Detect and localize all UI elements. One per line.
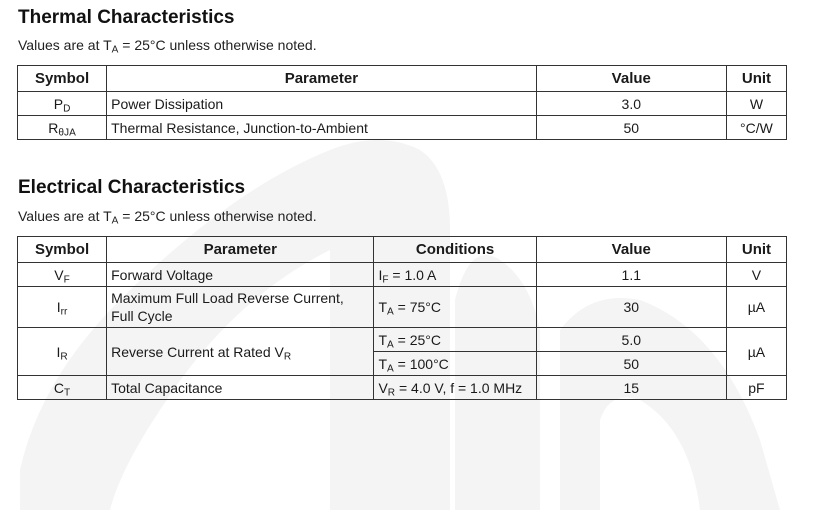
unit-cell: µA <box>726 287 786 328</box>
value-cell: 5.0 <box>536 328 726 352</box>
table-header-row <box>18 66 787 92</box>
symbol-cell: $R_{\theta JA}$ <box>18 116 107 140</box>
table-header-row <box>18 237 787 263</box>
parameter-cell: Thermal Resistance, Junction-to-Ambient <box>107 116 537 140</box>
conditions-cell: $T_A = 100^\circ C$ <box>374 352 536 376</box>
parameter-cell: Maximum Full Load Reverse Current, Full Cycle <box>107 287 374 328</box>
unit-cell: V <box>726 263 786 287</box>
header-parameter: Parameter <box>107 66 537 92</box>
table-row <box>18 328 787 352</box>
symbol-cell: $I_{rr}$ <box>18 287 107 328</box>
header-conditions: Conditions <box>374 237 536 263</box>
unit-cell: µA <box>726 328 786 376</box>
symbol-cell: $I_R$ <box>18 328 107 376</box>
header-unit: Unit <box>726 237 786 263</box>
conditions-cell: $V_R = 4.0$ V, f = 1.0 MHz <box>374 376 536 400</box>
conditions-cell: $T_A = 75^\circ C$ <box>374 287 536 328</box>
symbol-cell: $C_T$ <box>18 376 107 400</box>
table-row <box>18 116 787 140</box>
value-cell: 50 <box>536 116 726 140</box>
header-value: Value <box>536 237 726 263</box>
thermal-note: Values are at $T_A = 25^\circ C$ unless otherwise noted. <box>18 37 317 56</box>
value-cell: 15 <box>536 376 726 400</box>
value-cell: 3.0 <box>536 92 726 116</box>
header-value: Value <box>536 66 726 92</box>
parameter-cell: Forward Voltage <box>107 263 374 287</box>
conditions-cell: $T_A = 25^\circ C$ <box>374 328 536 352</box>
electrical-note: Values are at $T_A = 25^\circ C$ unless otherwise noted. <box>18 208 317 227</box>
header-symbol: Symbol <box>18 66 107 92</box>
header-parameter: Parameter <box>107 237 374 263</box>
thermal-title: Thermal Characteristics <box>18 7 235 28</box>
electrical-title: Electrical Characteristics <box>18 177 246 198</box>
symbol-cell: $P_D$ <box>18 92 107 116</box>
symbol-cell: $V_F$ <box>18 263 107 287</box>
conditions-cell: $I_F = 1.0$ A <box>374 263 536 287</box>
electrical-table <box>17 236 787 400</box>
table-row <box>18 92 787 116</box>
value-cell: 30 <box>536 287 726 328</box>
unit-cell: pF <box>726 376 786 400</box>
table-row <box>18 287 787 328</box>
value-cell: 50 <box>536 352 726 376</box>
unit-cell: °C/W <box>726 116 786 140</box>
value-cell: 1.1 <box>536 263 726 287</box>
header-unit: Unit <box>726 66 786 92</box>
parameter-cell: Total Capacitance <box>107 376 374 400</box>
table-row <box>18 376 787 400</box>
unit-cell: W <box>726 92 786 116</box>
thermal-table <box>17 65 787 140</box>
header-symbol: Symbol <box>18 237 107 263</box>
parameter-cell: Power Dissipation <box>107 92 537 116</box>
table-row <box>18 263 787 287</box>
parameter-cell: Reverse Current at Rated $V_R$ <box>107 328 374 376</box>
